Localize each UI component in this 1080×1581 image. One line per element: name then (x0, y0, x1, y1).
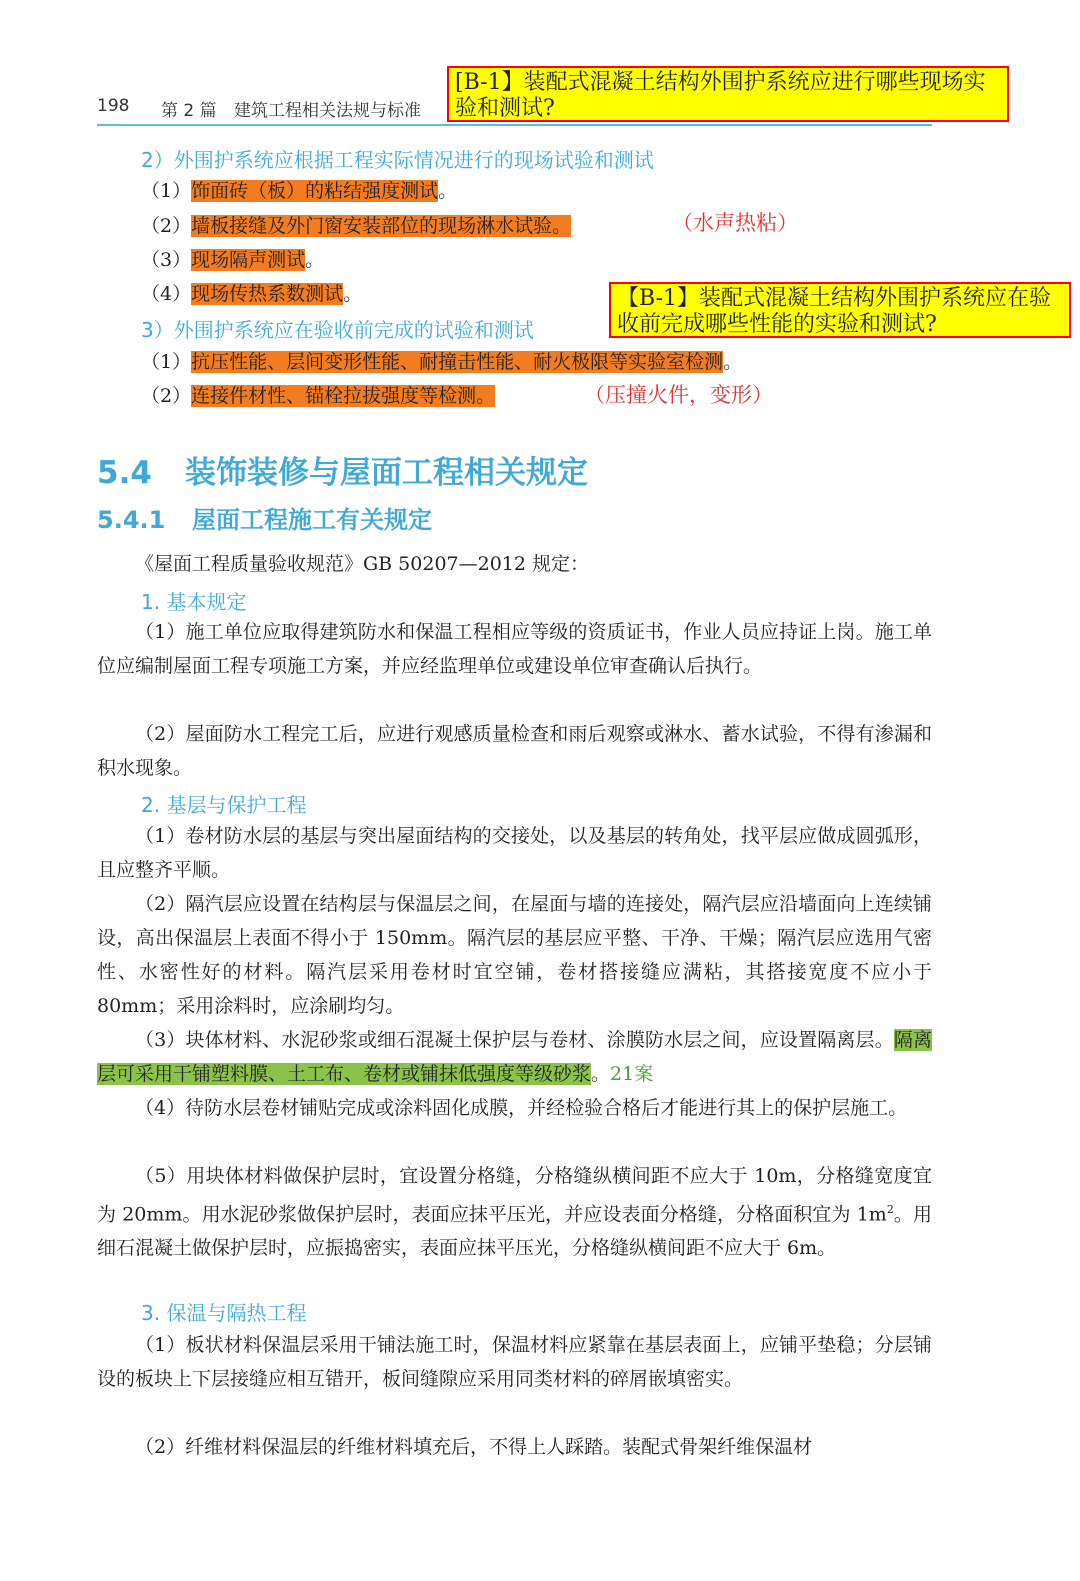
part-label: 第 2 篇 (161, 101, 217, 121)
section-heading-5-4-1 (97, 500, 432, 535)
highlight-orange: 连接件材性、锚栓拉拔强度等检测。 (191, 385, 496, 407)
paragraph-insulation-2: （2）纤维材料保温层的纤维材料填充后，不得上人踩踏。装配式骨架纤维保温材 (135, 1436, 813, 1458)
section-number: 5.4 (97, 455, 152, 491)
paragraph-basic-1: （1）施工单位应取得建筑防水和保温工程相应等级的资质证书，作业人员应持证上岗。施工单位应编制屋面工程专项施工方案，并应经监理单位或建设单位审查确认后执行。 (97, 621, 932, 677)
subheading-insulation: 3. 保温与隔热工程 (141, 1301, 307, 1325)
handwritten-mnemonic-2: （压撞火件，变形） (584, 383, 773, 407)
header-divider (97, 124, 932, 126)
highlight-orange: 抗压性能、层间变形性能、耐撞击性能、耐火极限等实验室检测 (191, 351, 724, 373)
paragraph-base-5: （5）用块体材料做保护层时，宜设置分格缝，分格缝纵横间距不应大于 10m，分格缝宽度宜为 20mm。用水泥砂浆做保护层时，表面应抹平压光，并应设表面分格缝，分格面积宜为 $1m^2$。用细石混凝土做保护层时，应振捣密实，表面应抹平压光，分格缝纵横间距不应大于 6m。 (97, 1165, 932, 1260)
paragraph-insulation-1: （1）板状材料保温层采用干铺法施工时，保温材料应紧靠在基层表面上，应铺平垫稳；分层铺设的板块上下层接缝应相互错开，板间缝隙应采用同类材料的碎屑嵌填密实。 (97, 1334, 932, 1390)
section-title: 装饰装修与屋面工程相关规定 (185, 455, 588, 491)
section-heading-5-4 (97, 447, 588, 492)
list-item (141, 347, 742, 374)
page-number: 198 (97, 96, 130, 116)
paragraph-base-3: （3）块体材料、水泥砂浆或细石混凝土保护层与卷材、涂膜防水层之间，应设置隔离层。隔离层可采用干铺塑料膜、土工布、卷材或铺抹低强度等级砂浆。21案 (97, 1029, 932, 1085)
list-item (141, 245, 324, 272)
item-end: 。 (305, 249, 325, 271)
item-prefix: （2） (141, 215, 192, 237)
list-item (141, 211, 571, 238)
list-item (141, 176, 457, 203)
item-prefix: （1） (141, 180, 192, 202)
item-end: 。 (343, 283, 363, 305)
highlight-orange: 现场隔声测试 (191, 249, 306, 271)
item-prefix: （3） (141, 249, 192, 271)
item-end: 。 (723, 351, 743, 373)
highlight-orange: 现场传热系数测试 (191, 283, 344, 305)
item-end: 。 (438, 180, 458, 202)
highlight-orange: 饰面砖（板）的粘结强度测试 (191, 180, 439, 202)
question-note-acceptance-tests: 【B-1】装配式混凝土结构外围护系统应在验收前完成哪些性能的实验和测试? (609, 282, 1071, 338)
running-header-title: 建筑工程相关法规与标准 (234, 101, 421, 121)
paragraph-base-4: （4）待防水层卷材铺贴完成或涂料固化成膜，并经检验合格后才能进行其上的保护层施工。 (135, 1097, 908, 1119)
paragraph-base-2: （2）隔汽层应设置在结构层与保温层之间，在屋面与墙的连接处，隔汽层应沿墙面向上连续铺设，高出保温层上表面不得小于 150mm。隔汽层的基层应平整、干净、干燥；隔汽层应选用气密性、水密性好的材料。隔汽层采用卷材时宜空铺，卷材搭接缝应满粘，其搭接宽度不应小于 80mm；采用涂料时，应涂刷均匀。 (97, 893, 932, 1017)
subheading-onsite-tests: 2）外围护系统应根据工程实际情况进行的现场试验和测试 (141, 148, 654, 172)
subheading-basic-rules: 1. 基本规定 (141, 590, 247, 614)
handwritten-note-21: 21案 (610, 1063, 654, 1085)
section-number: 5.4.1 (97, 506, 166, 534)
item-prefix: （2） (141, 385, 192, 407)
question-note-onsite-tests: [B-1】装配式混凝土结构外围护系统应进行哪些现场实验和测试? (447, 66, 1009, 122)
paragraph-base-1: （1）卷材防水层的基层与突出屋面结构的交接处，以及基层的转角处，找平层应做成圆弧形，且应整齐平顺。 (97, 825, 932, 881)
item-prefix: （4） (141, 283, 192, 305)
item-prefix: （1） (141, 351, 192, 373)
subheading-base-protection: 2. 基层与保护工程 (141, 793, 307, 817)
handwritten-mnemonic-1: （水声热粘） (672, 211, 798, 235)
intro-paragraph: 《屋面工程质量验收规范》GB 50207—2012 规定： (135, 553, 590, 575)
highlight-orange: 墙板接缝及外门窗安装部位的现场淋水试验。 (191, 215, 572, 237)
section-title: 屋面工程施工有关规定 (192, 506, 432, 534)
highlight-green: 隔离层可采用干铺塑料膜、土工布、卷材或铺抹低强度等级砂浆 (97, 1029, 932, 1085)
list-item (141, 381, 495, 408)
list-item (141, 279, 362, 306)
paragraph-basic-2: （2）屋面防水工程完工后，应进行观感质量检查和雨后观察或淋水、蓄水试验，不得有渗漏和积水现象。 (97, 723, 932, 779)
subheading-acceptance-tests: 3）外围护系统应在验收前完成的试验和测试 (141, 318, 534, 342)
